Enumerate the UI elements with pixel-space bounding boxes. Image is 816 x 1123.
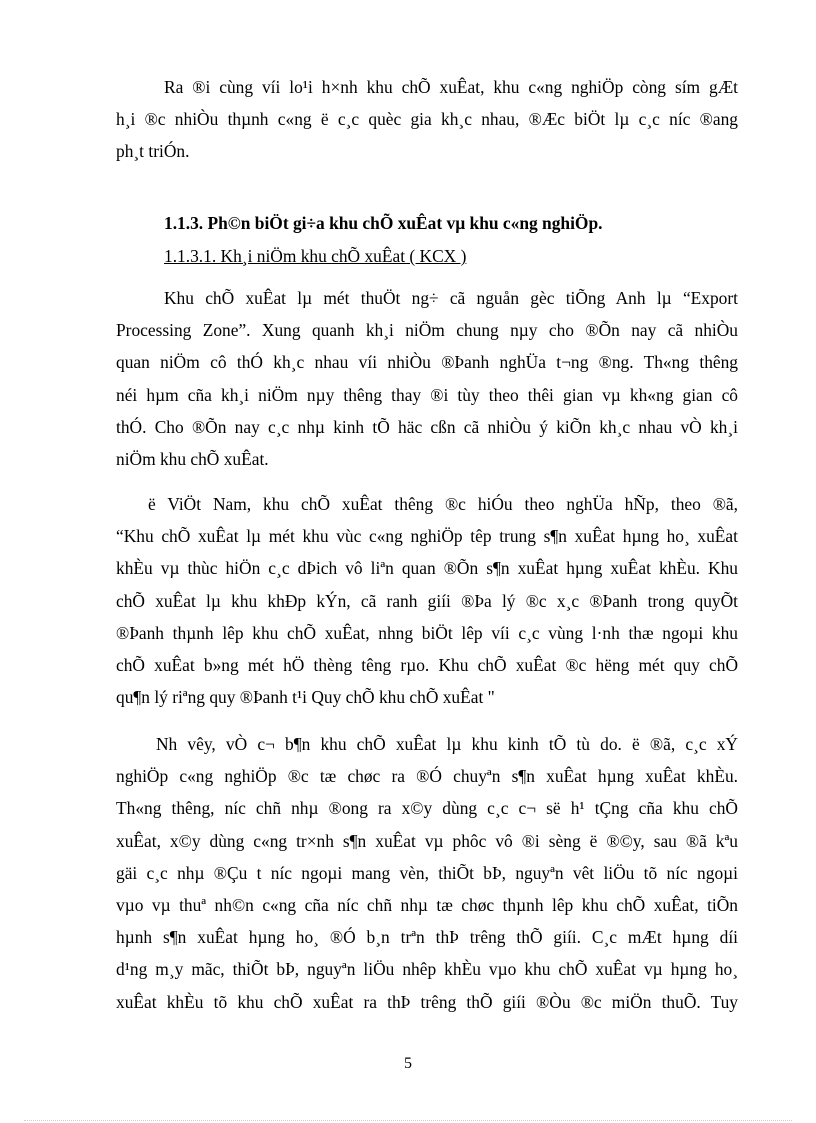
paragraph-line: chÕ xuÊat lµ khu khÐp kÝn, cã ranh giíi ®Þa lý ®c x¸c ®Þanh trong quyÕt — [116, 590, 738, 611]
paragraph-4 — [116, 728, 738, 1018]
subsection-heading: 1.1.3.1. Kh¸i niÖm khu chÕ xuÊat ( KCX ) — [164, 246, 467, 266]
paragraph-line: ®Þanh thµnh lêp khu chÕ xuÊat, nhng biÖt lêp víi c¸c vùng l·nh thæ ngoµi khu — [116, 622, 738, 643]
paragraph-line: Nh vêy, vÒ c¬ b¶n khu chÕ xuÊat lµ khu kinh tÕ tù do. ë ®ã, c¸c xÝ — [156, 734, 738, 754]
paragraph-line: d¹ng m¸y mãc, thiÕt bÞ, nguyªn liÖu nhêp khÈu vµo khu chÕ xuÊat vµ hµng ho¸ — [116, 959, 738, 980]
paragraph-line: xuÊat, x©y dùng c«ng tr×nh s¶n xuÊat vµ phôc vô ®i sèng ë ®©y, sau ®ã kªu — [116, 830, 738, 851]
paragraph-line: hµnh s¶n xuÊat hµng ho¸ ®Ó b¸n trªn thÞ trêng thÕ giíi. C¸c mÆt hµng díi — [116, 927, 738, 948]
paragraph-1 — [116, 71, 738, 168]
paragraph-line: gäi c¸c nhµ ®Çu t níc ngoµi mang vèn, thiÕt bÞ, nguyªn vêt liÖu tõ níc ngoµi — [116, 862, 738, 883]
paragraph-line: Processing Zone”. Xung quanh kh¸i niÖm chung nµy cho ®Õn nay cã nhiÒu — [116, 320, 738, 341]
paragraph-line: néi hµm cña kh¸i niÖm nµy thêng thay ®i tùy theo thêi gian vµ kh«ng gian cô — [116, 384, 738, 405]
paragraph-2 — [116, 282, 738, 475]
paragraph-line: Th«ng thêng, níc chñ nhµ ®ong ra x©y dùng c¸c c¬ së h¹ tÇng cña khu chÕ — [116, 798, 738, 819]
paragraph-line: quan niÖm cô thÓ kh¸c nhau víi nhiÒu ®Þanh nghÜa t¬ng ®ng. Th«ng thêng — [116, 352, 738, 373]
paragraph-line: Khu chÕ xuÊat lµ mét thuÖt ng÷ cã nguån gèc tiÕng Anh lµ “Export — [164, 288, 738, 308]
paragraph-line: Ra ®i cùng víi lo¹i h×nh khu chÕ xuÊat, khu c«ng nghiÖp còng sím gÆt — [164, 77, 738, 97]
paragraph-line: h¸i ®c nhiÒu thµnh c«ng ë c¸c quèc gia kh¸c nhau, ®Æc biÖt lµ c¸c níc ®ang — [116, 109, 738, 130]
paragraph-line: thÓ. Cho ®Õn nay c¸c nhµ kinh tÕ häc cßn cã nhiÒu ý kiÕn kh¸c nhau vÒ kh¸i — [116, 416, 738, 437]
paragraph-line: “Khu chÕ xuÊat lµ mét khu vùc c«ng nghiÖp têp trung s¶n xuÊat hµng ho¸ xuÊat — [116, 526, 738, 547]
page-number: 5 — [404, 1055, 412, 1072]
paragraph-line: khÈu vµ thùc hiÖn c¸c dÞich vô liªn quan ®Õn s¶n xuÊat hµng xuÊat khÈu. Khu — [116, 558, 738, 579]
paragraph-line: nghiÖp c«ng nghiÖp ®c tæ chøc ra ®Ó chuyªn s¶n xuÊat hµng xuÊat khÈu. — [116, 766, 738, 787]
paragraph-line: niÖm khu chÕ xuÊat. — [116, 449, 269, 470]
paragraph-line: ë ViÖt Nam, khu chÕ xuÊat thêng ®c hiÓu theo nghÜa hÑp, theo ®ã, — [148, 494, 738, 514]
paragraph-line: chÕ xuÊat b»ng mét hÖ thèng têng rµo. Khu chÕ xuÊat ®c hëng mét quy chÕ — [116, 655, 738, 676]
section-heading: 1.1.3. Ph©n biÖt gi÷a khu chÕ xuÊat vµ khu c«ng nghiÖp. — [164, 213, 603, 233]
paragraph-line: qu¶n lý riªng quy ®Þanh t¹i Quy chÕ khu chÕ xuÊat " — [116, 687, 495, 708]
page-bottom-rule — [24, 1120, 792, 1121]
paragraph-line: ph¸t triÓn. — [116, 141, 190, 162]
paragraph-3 — [116, 488, 738, 713]
paragraph-line: vµo vµ thuª nh©n c«ng cña níc chñ nhµ tæ chøc thµnh lêp khu chÕ xuÊat, tiÕn — [116, 895, 738, 916]
paragraph-line: xuÊat khÈu tõ khu chÕ xuÊat ra thÞ trêng thÕ giíi ®Òu ®c miÖn thuÕ. Tuy — [116, 991, 738, 1012]
